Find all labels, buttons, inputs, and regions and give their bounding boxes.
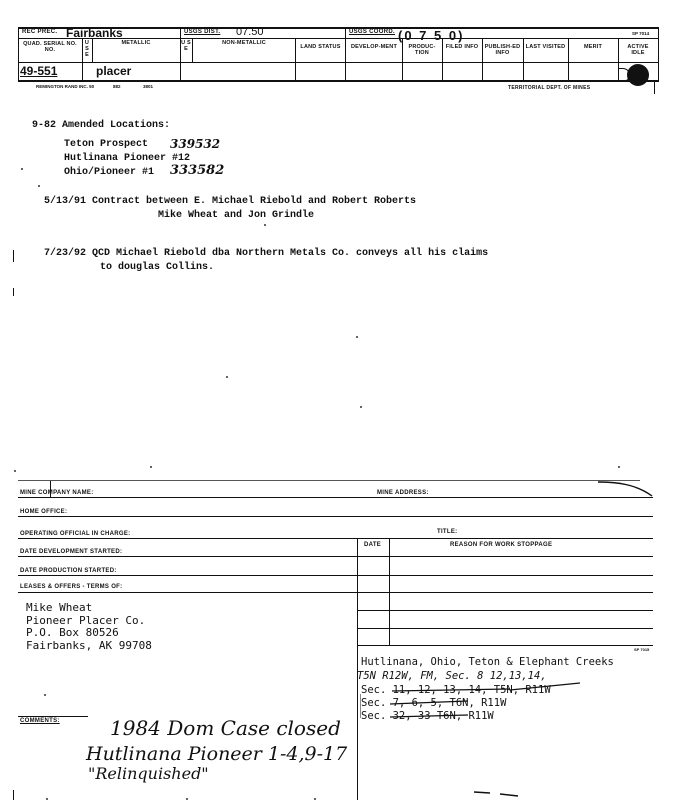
record-id: 49-551: [20, 64, 58, 78]
comments-label: COMMENTS:: [20, 718, 60, 724]
section-line-4: Sec. 32, 33 T6N, R11W: [361, 710, 494, 722]
lessee-line: Pioneer Placer Co.: [26, 613, 146, 627]
col-merit: MERIT: [583, 44, 603, 50]
pen-mark-icon: [470, 786, 530, 800]
col-land-status: LAND STATUS: [300, 44, 341, 50]
entry-1-line-2: Mike Wheat and Jon Grindle: [158, 210, 315, 221]
col-non-metallic: NON-METALLIC: [222, 40, 266, 46]
col-metallic: METALLIC: [121, 40, 151, 46]
comment-line-1: 1984 Dom Case closed: [110, 716, 341, 740]
col-development: DEVELOP-MENT: [350, 44, 398, 50]
curl-mark-icon: [596, 480, 656, 500]
entry-2-line-1: 7/23/92 QCD Michael Riebold dba Northern Metals Co. conveys all his claims: [44, 248, 489, 259]
col-production: PRODUC-TION: [408, 44, 436, 56]
leases-label: LEASES & OFFERS - TERMS OF:: [20, 584, 123, 590]
entry-2-line-2: to douglas Collins.: [100, 262, 215, 273]
home-office-label: HOME OFFICE:: [20, 509, 68, 515]
usgs-dist-label: USGS DIST.: [184, 29, 221, 35]
col-published-info: PUBLISH-ED INFO: [484, 44, 521, 56]
reason-column-label: REASON FOR WORK STOPPAGE: [450, 542, 553, 548]
rec-prec-label: REC PREC.: [22, 29, 58, 35]
active-dot-icon: [627, 64, 649, 86]
printer-code-1: 882: [113, 84, 121, 89]
strike-through-marks: [360, 670, 620, 726]
col-use-2: U S E: [181, 40, 191, 52]
place-name: Fairbanks: [66, 26, 123, 40]
location-1-number: 339532: [170, 137, 221, 151]
col-active-idle: ACTIVE IDLE: [627, 44, 649, 56]
col-use: U S E: [84, 40, 90, 58]
lessee-line: Mike Wheat: [26, 601, 93, 614]
record-type: placer: [96, 64, 132, 78]
section-line-1: T5N R12W, FM, Sec. 8 12,13,14,: [357, 670, 547, 682]
dept-label: TERRITORIAL DEPT. OF MINES: [508, 85, 591, 91]
mine-company-label: MINE COMPANY NAME:: [20, 490, 94, 496]
mine-address-label: MINE ADDRESS:: [377, 490, 429, 496]
section-line-2: Sec. 11, 12, 13, 14, T5N, R11W: [361, 684, 551, 696]
amended-heading: 9-82 Amended Locations:: [32, 120, 171, 131]
usgs-dist-value: 07.50: [236, 26, 264, 38]
col-quad-serial: QUAD. SERIAL NO. NO.: [23, 41, 77, 53]
location-1-name: Teton Prospect: [64, 139, 149, 150]
date-column-label: DATE: [364, 542, 382, 548]
section-line-3: Sec. 7, 6, 5, T6N, R11W: [361, 697, 507, 709]
col-last-visited: LAST VISITED: [525, 44, 566, 50]
location-3-name: Ohio/Pioneer #1: [64, 167, 155, 178]
col-filed-info: FILED INFO: [445, 44, 479, 50]
form-number-bottom: SP 7015: [634, 647, 650, 652]
printer-code-2: 3801: [143, 84, 154, 89]
location-3-number: 333582: [170, 163, 225, 178]
lessee-line: Fairbanks, AK 99708: [26, 638, 152, 652]
operating-official-label: OPERATING OFFICIAL IN CHARGE:: [20, 531, 131, 537]
printer-line: REMINGTON RAND INC. 50: [36, 84, 95, 89]
usgs-coord-value: (0 7 5 0): [398, 28, 465, 43]
usgs-coord-label: USGS COORD.: [349, 29, 395, 35]
creeks-line: Hutlinana, Ohio, Teton & Elephant Creeks: [361, 656, 614, 668]
date-production-label: DATE PRODUCTION STARTED:: [20, 568, 117, 574]
lessee-block: [26, 602, 152, 652]
form-number-top: SP 7014: [632, 31, 650, 36]
title-label: TITLE:: [437, 529, 458, 535]
entry-1-line-1: 5/13/91 Contract between E. Michael Riebold and Robert Roberts: [44, 196, 417, 207]
lessee-line: P.O. Box 80526: [26, 626, 119, 639]
comment-line-2: Hutlinana Pioneer 1-4,9-17: [86, 743, 348, 765]
comment-line-3: "Relinquished": [88, 764, 209, 783]
location-2-name: Hutlinana Pioneer #12: [64, 153, 191, 164]
date-development-label: DATE DEVELOPMENT STARTED:: [20, 549, 123, 555]
